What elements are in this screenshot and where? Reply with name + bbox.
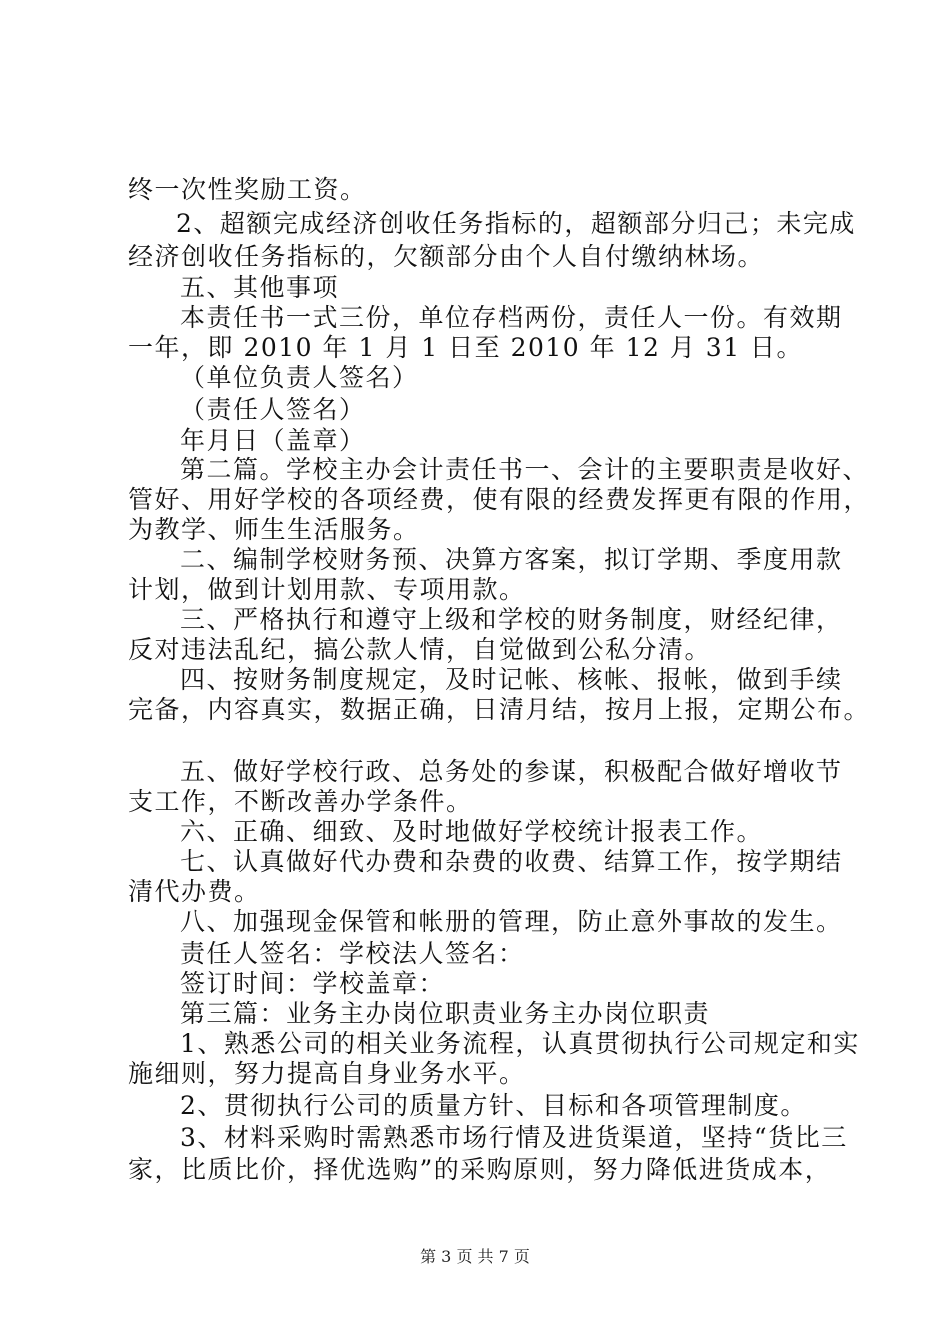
text-line: 第二篇。学校主办会计责任书一、会计的主要职责是收好、 (180, 455, 870, 484)
text-line: 清代办费。 (128, 877, 261, 906)
signature-line: （单位负责人签名） (180, 363, 419, 392)
text-line: 经济创收任务指标的，欠额部分由个人自付缴纳林场。 (128, 242, 765, 271)
text-line: 3、材料采购时需熟悉市场行情及进货渠道，坚持“货比三 (180, 1123, 848, 1152)
text-line: 2、贯彻执行公司的质量方针、目标和各项管理制度。 (180, 1091, 807, 1120)
text-line: 支工作，不断改善办学条件。 (128, 787, 473, 816)
text-line: 五、做好学校行政、总务处的参谋，积极配合做好增收节 (180, 757, 843, 786)
text-line: 六、正确、细致、及时地做好学校统计报表工作。 (180, 817, 764, 846)
text-line: 计划，做到计划用款、专项用款。 (128, 575, 526, 604)
text-line: 反对违法乱纪，搞公款人情，自觉做到公私分清。 (128, 635, 712, 664)
signature-line: （责任人签名） (180, 395, 366, 424)
text-line: 一年，即 2010 年 1 月 1 日至 2010 年 12 月 31 日。 (128, 333, 804, 362)
text-line: 完备，内容真实，数据正确，日清月结，按月上报，定期公布。 (128, 695, 871, 724)
text-line: 家，比质比价，择优选购”的采购原则，努力降低进货成本， (128, 1155, 832, 1184)
text-line: 本责任书一式三份，单位存档两份，责任人一份。有效期 (180, 303, 843, 332)
text-line: 终一次性奖励工资。 (128, 175, 367, 204)
text-line: 四、按财务制度规定，及时记帐、核帐、报帐，做到手续 (180, 665, 843, 694)
section-heading: 第三篇：业务主办岗位职责业务主办岗位职责 (180, 999, 711, 1028)
text-line: 八、加强现金保管和帐册的管理，防止意外事故的发生。 (180, 907, 843, 936)
section-heading: 五、其他事项 (180, 273, 340, 302)
text-line: 为教学、师生生活服务。 (128, 515, 420, 544)
signature-line: 签订时间：学校盖章： (180, 969, 446, 998)
text-line: 施细则，努力提高自身业务水平。 (128, 1059, 526, 1088)
text-line: 2、超额完成经济创收任务指标的，超额部分归己；未完成 (176, 209, 856, 238)
date-seal-line: 年月日（盖章） (180, 426, 366, 455)
signature-line: 责任人签名：学校法人签名： (180, 939, 525, 968)
page-number-footer: 第 3 页 共 7 页 (420, 1247, 530, 1266)
text-line: 二、编制学校财务预、决算方客案，拟订学期、季度用款 (180, 545, 843, 574)
text-line: 三、严格执行和遵守上级和学校的财务制度，财经纪律， (180, 605, 843, 634)
text-line: 七、认真做好代办费和杂费的收费、结算工作，按学期结 (180, 847, 843, 876)
text-line: 管好、用好学校的各项经费，使有限的经费发挥更有限的作用， (128, 485, 871, 514)
text-line: 1、熟悉公司的相关业务流程，认真贯彻执行公司规定和实 (180, 1029, 860, 1058)
